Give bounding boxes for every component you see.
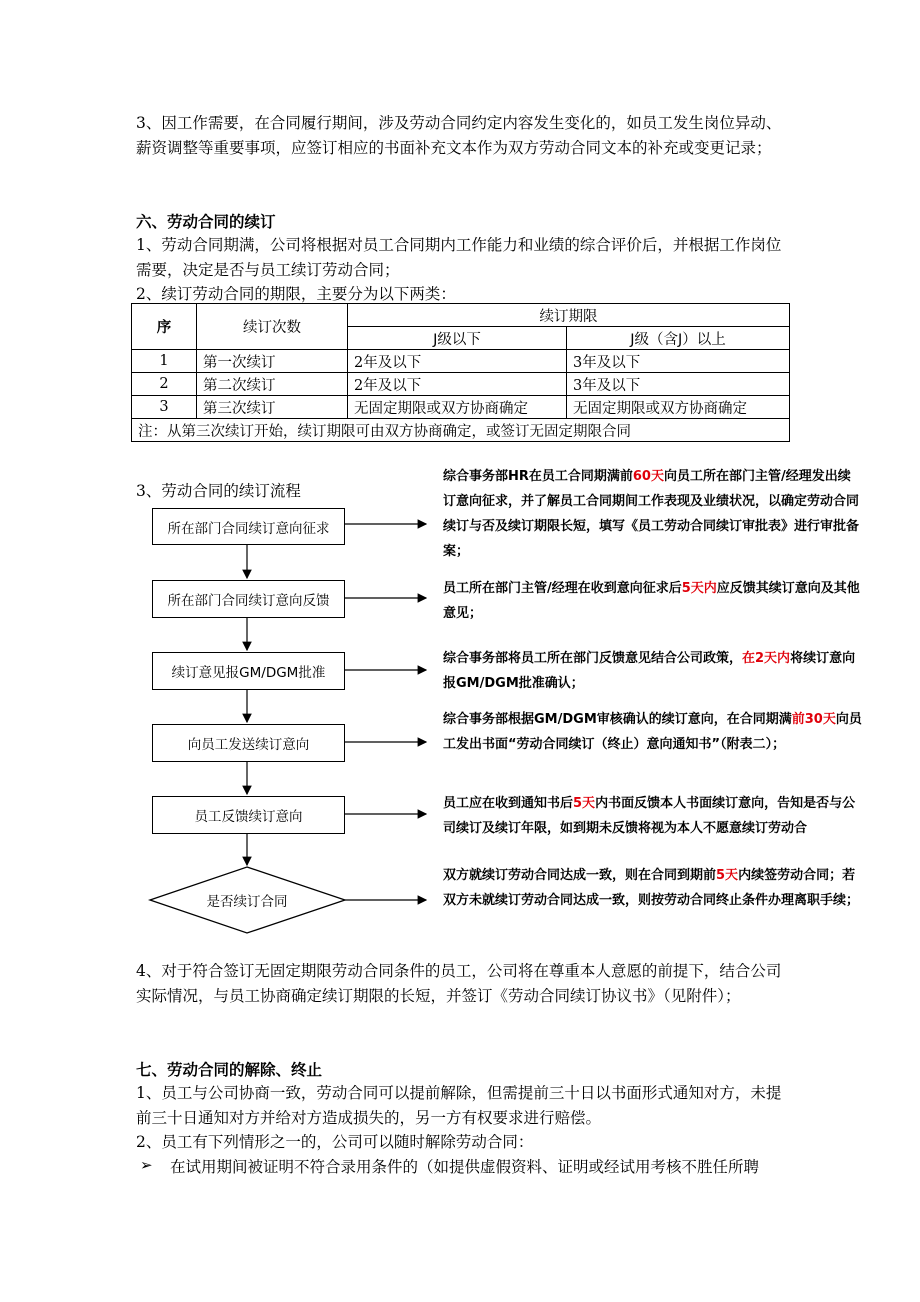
flow-note-4: 综合事务部根据GM/DGM审核确认的续订意向，在合同期满前30天向员工发出书面“劳动合同续订（终止）意向通知书”（附表二）； [443,712,862,752]
table-cell-times: 第二次续订 [197,373,348,396]
section6-item3-title: 3、劳动合同的续订流程 [136,482,301,500]
flow-note-2: 员工所在部门主管/经理在收到意向征求后5天内应反馈其续订意向及其他意见； [443,581,860,621]
table-header-below-j: J级以下 [348,327,567,350]
table-cell-above: 3年及以下 [567,373,790,396]
table-cell-above: 无固定期限或双方协商确定 [567,396,790,419]
table-cell-seq: 1 [132,350,197,373]
table-cell-above: 3年及以下 [567,350,790,373]
table-cell-below: 2年及以下 [348,373,567,396]
section6-title: 六、劳动合同的续订 [136,213,276,231]
table-header-seq: 序 [132,304,197,350]
table-header-period: 续订期限 [348,304,790,327]
table-cell-times: 第三次续订 [197,396,348,419]
bullet-arrow-icon: ➢ [140,1156,153,1174]
table-cell-below: 无固定期限或双方协商确定 [348,396,567,419]
section7-bullet1: 在试用期间被证明不符合录用条件的（如提供虚假资料、证明或经试用考核不胜任所聘 [170,1158,760,1176]
section7-title: 七、劳动合同的解除、终止 [136,1061,323,1079]
flow-step-3: 续订意见报GM/DGM批准 [152,652,345,690]
flow-note-3: 综合事务部将员工所在部门反馈意见结合公司政策，在2天内将续订意向报GM/DGM批准确认； [443,651,856,691]
section6-item2: 2、续订劳动合同的期限，主要分为以下两类： [136,285,456,303]
flow-step-5: 员工反馈续订意向 [152,796,345,834]
flow-note-1: 综合事务部HR在员工合同期满前60天向员工所在部门主管/经理发出续订意向征求，并了解员工合同期间工作表现及业绩状况，以确定劳动合同续订与否及续订期限长短，填写《员工劳动合同续订审批表》进行审批备案； [443,469,860,559]
section5-item3: 3、因工作需要，在合同履行期间，涉及劳动合同约定内容发生变化的，如员工发生岗位异动、薪资调整等重要事项，应签订相应的书面补充文本作为双方劳动合同文本的补充或变更记录； [136,114,782,157]
flow-step-2: 所在部门合同续订意向反馈 [152,580,345,618]
flow-step-1: 所在部门合同续订意向征求 [152,508,345,545]
table-footnote: 注：从第三次续订开始，续订期限可由双方协商确定，或签订无固定期限合同 [132,419,790,442]
flow-step-4: 向员工发送续订意向 [152,724,345,762]
section7-item2: 2、员工有下列情形之一的，公司可以随时解除劳动合同： [136,1133,534,1151]
section7-item1: 1、员工与公司协商一致，劳动合同可以提前解除，但需提前三十日以书面形式通知对方，未提前三十日通知对方并给对方造成损失的，另一方有权要求进行赔偿。 [136,1084,782,1127]
table-cell-times: 第一次续订 [197,350,348,373]
section6-item1: 1、劳动合同期满，公司将根据对员工合同期内工作能力和业绩的综合评价后，并根据工作岗位需要，决定是否与员工续订劳动合同； [136,236,782,279]
table-header-times: 续订次数 [197,304,348,350]
table-header-j-above: J级（含J）以上 [567,327,790,350]
table-cell-seq: 2 [132,373,197,396]
flow-decision-label: 是否续订合同 [206,894,288,910]
flow-note-5: 员工应在收到通知书后5天内书面反馈本人书面续订意向，告知是否与公司续订及续订年限，如到期未反馈将视为本人不愿意续订劳动合 [443,796,856,836]
table-cell-below: 2年及以下 [348,350,567,373]
section6-item4: 4、对于符合签订无固定期限劳动合同条件的员工，公司将在尊重本人意愿的前提下，结合公司实际情况，与员工协商确定续订期限的长短，并签订《劳动合同续订协议书》（见附件）； [136,962,782,1005]
flow-note-6: 双方就续订劳动合同达成一致，则在合同到期前5天内续签劳动合同；若双方未就续订劳动合同达成一致，则按劳动合同终止条件办理离职手续； [443,868,860,908]
table-cell-seq: 3 [132,396,197,419]
